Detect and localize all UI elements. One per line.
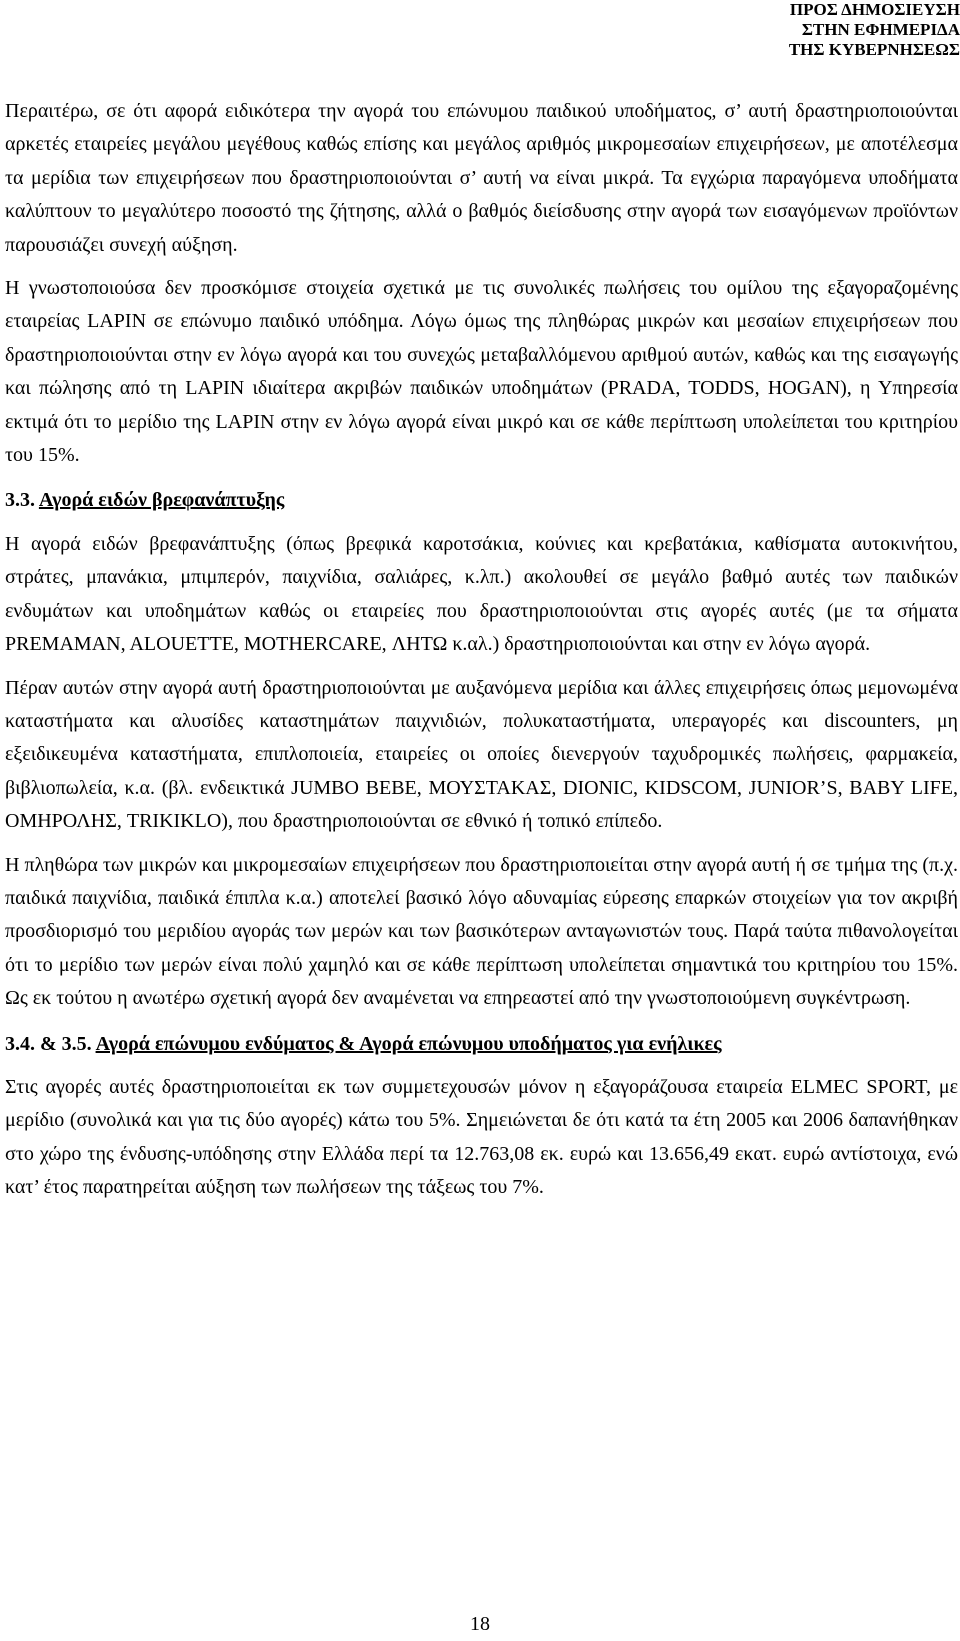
paragraph-1: Περαιτέρω, σε ότι αφορά ειδικότερα την αγορά του επώνυμου παιδικού υποδήματος, σ’ αυτή δραστηριοποιούνται αρκετές εταιρείες μεγάλου μεγέθους καθώς επίσης και μεγάλος αριθμός μικρομεσαίων επιχειρήσεων, με αποτέλεσμα τα μερίδια των επιχειρήσεων που δραστηριοποιούνται σ’ αυτή να είναι μικρά. Τα εγχώρια παραγόμενα υποδήματα καλύπτουν το μεγαλύτερο ποσοστό της ζήτησης, αλλά ο βαθμός διείσδυσης στην αγορά των εισαγόμενων προϊόντων παρουσιάζει συνεχή αύξηση. xyxy=(5,100,958,256)
paragraph-4: Πέραν αυτών στην αγορά αυτή δραστηριοποιούνται με αυξανόμενα μερίδια και άλλες επιχειρήσεις όπως μεμονωμένα καταστήματα και αλυσίδες καταστημάτων παιχνιδιών, πολυκαταστήματα, υπεραγορές και discounters, μη εξειδικευμένα καταστήματα, επιπλοποιεία, εταιρείες οι οποίες διενεργούν ταχυδρομικές πωλήσεις, φαρμακεία, βιβλιοπωλεία, κ.α. (βλ. ενδεικτικά JUMBO BEBE, ΜΟΥΣΤΑΚΑΣ, DIONIC, KIDSCOM, JUNIOR’S, BABY LIFE, ΟΜΗΡΟΛΗΣ, TRIKIKLO), που δραστηριοποιούνται σε εθνικό ή τοπικό επίπεδο. xyxy=(5,676,958,833)
header-line-3: ΤΗΣ ΚΥΒΕΡΝΗΣΕΩΣ xyxy=(788,40,960,59)
paragraph-5: Η πληθώρα των μικρών και μικρομεσαίων επιχειρήσεων που δραστηριοποιείται στην αγορά αυτή ή σε τμήμα της (π.χ. παιδικά παιχνίδια, παιδικά έπιπλα κ.α.) αποτελεί βασικό λόγο αδυναμίας εύρεσης επαρκών στοιχείων για τον ακριβή προσδιορισμό του μεριδίου αγοράς των μερών και των βασικότερων ανταγωνιστών τους. Παρά ταύτα πιθανολογείται ότι το μερίδιο των μερών είναι πολύ χαμηλό και σε κάθε περίπτωση υπολείπεται σημαντικά του κριτηρίου του 15%. Ως εκ τούτου η ανωτέρω σχετική αγορά δεν αναμένεται να επηρεαστεί από την γνωστοποιούμενη συγκέντρωση. xyxy=(5,853,958,1010)
publication-header xyxy=(700,0,960,60)
section-heading-3-4-3-5 xyxy=(5,1028,958,1061)
paragraph-2: Η γνωστοποιούσα δεν προσκόμισε στοιχεία σχετικά με τις συνολικές πωλήσεις του ομίλου της εξαγοραζομένης εταιρείας LAPIN σε επώνυμο παιδικό υπόδημα. Λόγω όμως της πληθώρας μικρών και μεσαίων επιχειρήσεων που δραστηριοποιούνται στην εν λόγω αγορά και του συνεχώς μεταβαλλόμενου αριθμού αυτών, καθώς και της εισαγωγής και πώλησης από τη LAPIN ιδιαίτερα ακριβών παιδικών υποδημάτων (PRADA, TODDS, HOGAN), η Υπηρεσία εκτιμά ότι το μερίδιο της LAPIN στην εν λόγω αγορά είναι μικρό και σε κάθε περίπτωση υπολείπεται του κριτηρίου του 15%. xyxy=(5,277,958,467)
section-number: 3.3. xyxy=(5,489,39,512)
page-number: 18 xyxy=(470,1613,490,1635)
header-line-1: ΠΡΟΣ ΔΗΜΟΣΙΕΥΣΗ xyxy=(789,0,960,19)
header-line-2: ΣΤΗΝ ΕΦΗΜΕΡΙΔΑ xyxy=(801,20,960,39)
paragraph-3: Η αγορά ειδών βρεφανάπτυξης (όπως βρεφικά καροτσάκια, κούνιες και κρεβατάκια, καθίσματα αυτοκινήτου, στράτες, μπανάκια, μπιμπερόν, παιχνίδια, σαλιάρες, κ.λπ.) ακολουθεί σε μεγάλο βαθμό αυτές των παιδικών ενδυμάτων και υποδημάτων καθώς οι εταιρείες που δραστηριοποιούνται στις αγορές αυτές (με τα σήματα PREMAMAN, ALOUETTE, MOTHERCARE, ΛΗΤΩ κ.αλ.) δραστηριοποιούνται και στην εν λόγω αγορά. xyxy=(5,532,958,656)
document-body xyxy=(5,95,958,1215)
paragraph-6: Στις αγορές αυτές δραστηριοποιείται εκ των συμμετεχουσών μόνον η εξαγοράζουσα εταιρεία ELMEC SPORT, με μερίδιο (συνολικά και για τις δύο αγορές) κάτω του 5%. Σημειώνεται δε ότι κατά τα έτη 2005 και 2006 δαπανήθηκαν στο χώρο της ένδυσης-υπόδησης στην Ελλάδα περί τα 12.763,08 εκ. ευρώ και 13.656,49 εκατ. ευρώ αντίστοιχα, ενώ κατ’ έτος παρατηρείται αύξηση των πωλήσεων της τάξεως του 7%. xyxy=(5,1075,958,1199)
section-title: Αγορά ειδών βρεφανάπτυξης xyxy=(38,489,285,512)
section-title: Αγορά επώνυμου ενδύματος & Αγορά επώνυμου υποδήματος για ενήλικες xyxy=(95,1032,722,1055)
section-number: 3.4. & 3.5. xyxy=(5,1032,96,1055)
section-heading-3-3 xyxy=(5,484,958,517)
